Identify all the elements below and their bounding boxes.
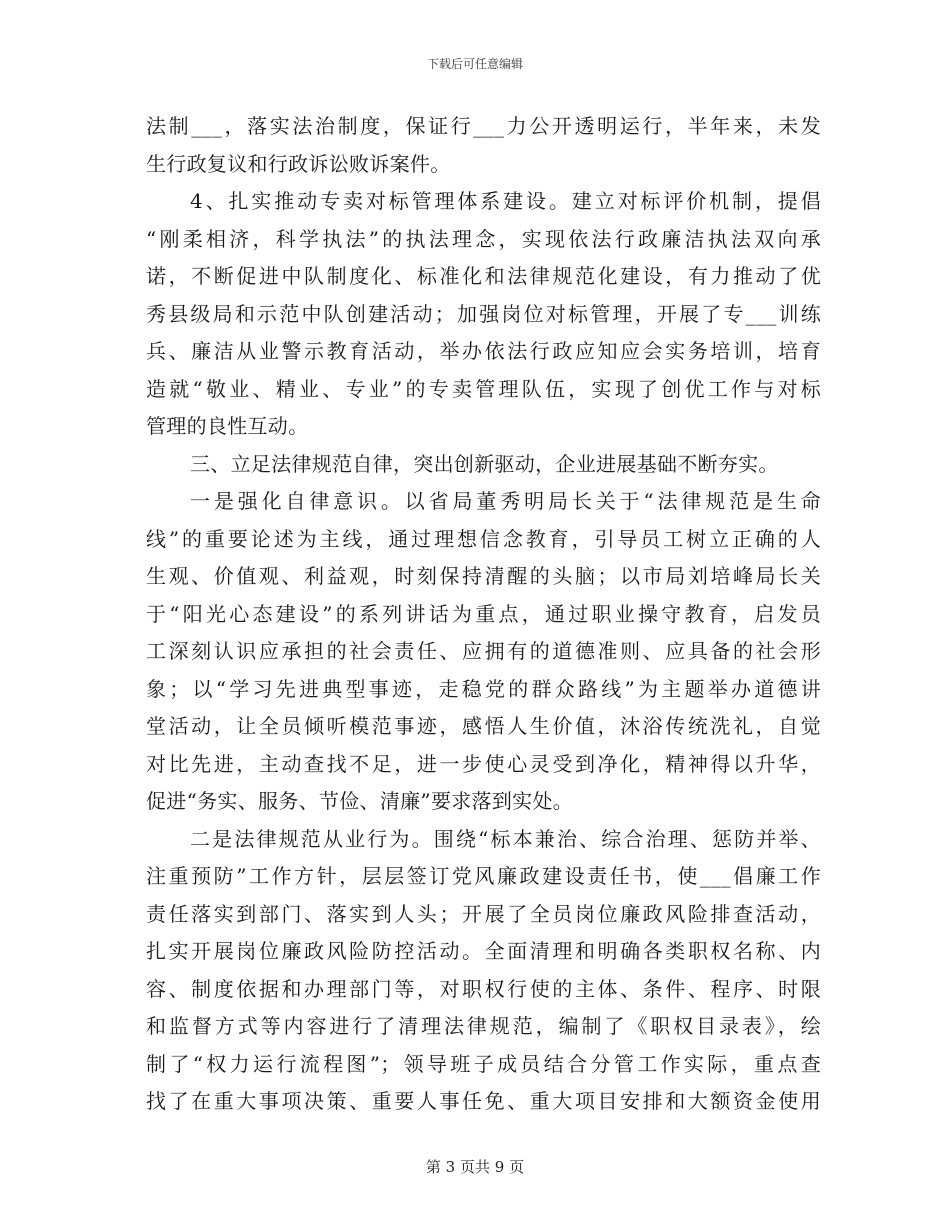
page-footer: 第 3 页共 9 页 [425,1158,525,1176]
text-line: 法制___，落实法治制度，保证行___力公开透明运行，半年来，未发 [146,114,821,138]
text-line: 容、制度依据和办理部门等，对职权行使的主体、条件、程序、时限 [146,976,821,1001]
document-body [146,108,821,1121]
text-line: “刚柔相济，科学执法”的执法理念，实现依法行政廉洁执法双向承 [146,226,821,251]
text-line: 造就“敬业、精业、专业”的专卖管理队伍，实现了创优工作与对标 [146,376,821,401]
text-line: 生观、价值观、利益观，时刻保持清醒的头脑；以市局刘培峰局长关 [146,564,821,588]
section-heading: 三、立足法律规范自律，突出创新驱动，企业进展基础不断夯实。 [190,451,779,476]
page-header: 下载后可任意编辑 [426,57,523,71]
text-line: 诺，不断促进中队制度化、标准化和法律规范化建设，有力推动了优 [146,264,821,288]
text-line: 堂活动，让全员倾听模范事迹，感悟人生价值，沐浴传统洗礼，自觉 [146,714,821,738]
text-line: 注重预防”工作方针，层层签订党风廉政建设责任书，使___倡廉工作 [146,864,821,888]
text-line: 促进“务实、服务、节俭、清廉”要求落到实处。 [146,789,574,813]
text-line: 一是强化自律意识。以省局董秀明局长关于“法律规范是生命 [190,489,821,513]
text-line: 制了“权力运行流程图”；领导班子成员结合分管工作实际，重点查 [146,1051,821,1076]
text-line: 管理的良性互动。 [146,414,309,438]
text-line: 二是法律规范从业行为。围绕“标本兼治、综合治理、惩防并举、 [190,826,821,851]
text-line: 于“阳光心态建设”的系列讲话为重点，通过职业操守教育，启发员 [146,601,821,626]
text-line: 4、扎实推动专卖对标管理体系建设。建立对标评价机制，提倡 [190,189,821,213]
text-line: 线”的重要论述为主线，通过理想信念教育，引导员工树立正确的人 [146,526,821,551]
text-line: 秀县级局和示范中队创建活动；加强岗位对标管理，开展了专___训练 [146,301,821,326]
text-line: 兵、廉洁从业警示教育活动，举办依法行政应知应会实务培训，培育 [146,339,821,363]
text-line: 工深刻认识应承担的社会责任、应拥有的道德准则、应具备的社会形 [146,639,821,663]
text-line: 象；以“学习先进典型事迹，走稳党的群众路线”为主题举办道德讲 [146,676,821,701]
text-line: 责任落实到部门、落实到人头；开展了全员岗位廉政风险排查活动， [146,901,821,926]
text-line: 和监督方式等内容进行了清理法律规范，编制了《职权目录表》，绘 [146,1014,821,1038]
text-line: 对比先进，主动查找不足，进一步使心灵受到净化，精神得以升华， [146,751,821,776]
text-line: 生行政复议和行政诉讼败诉案件。 [146,151,451,176]
text-line: 扎实开展岗位廉政风险防控活动。全面清理和明确各类职权名称、内 [146,939,821,963]
text-line: 找了在重大事项决策、重要人事任免、重大项目安排和大额资金使用 [146,1089,821,1113]
